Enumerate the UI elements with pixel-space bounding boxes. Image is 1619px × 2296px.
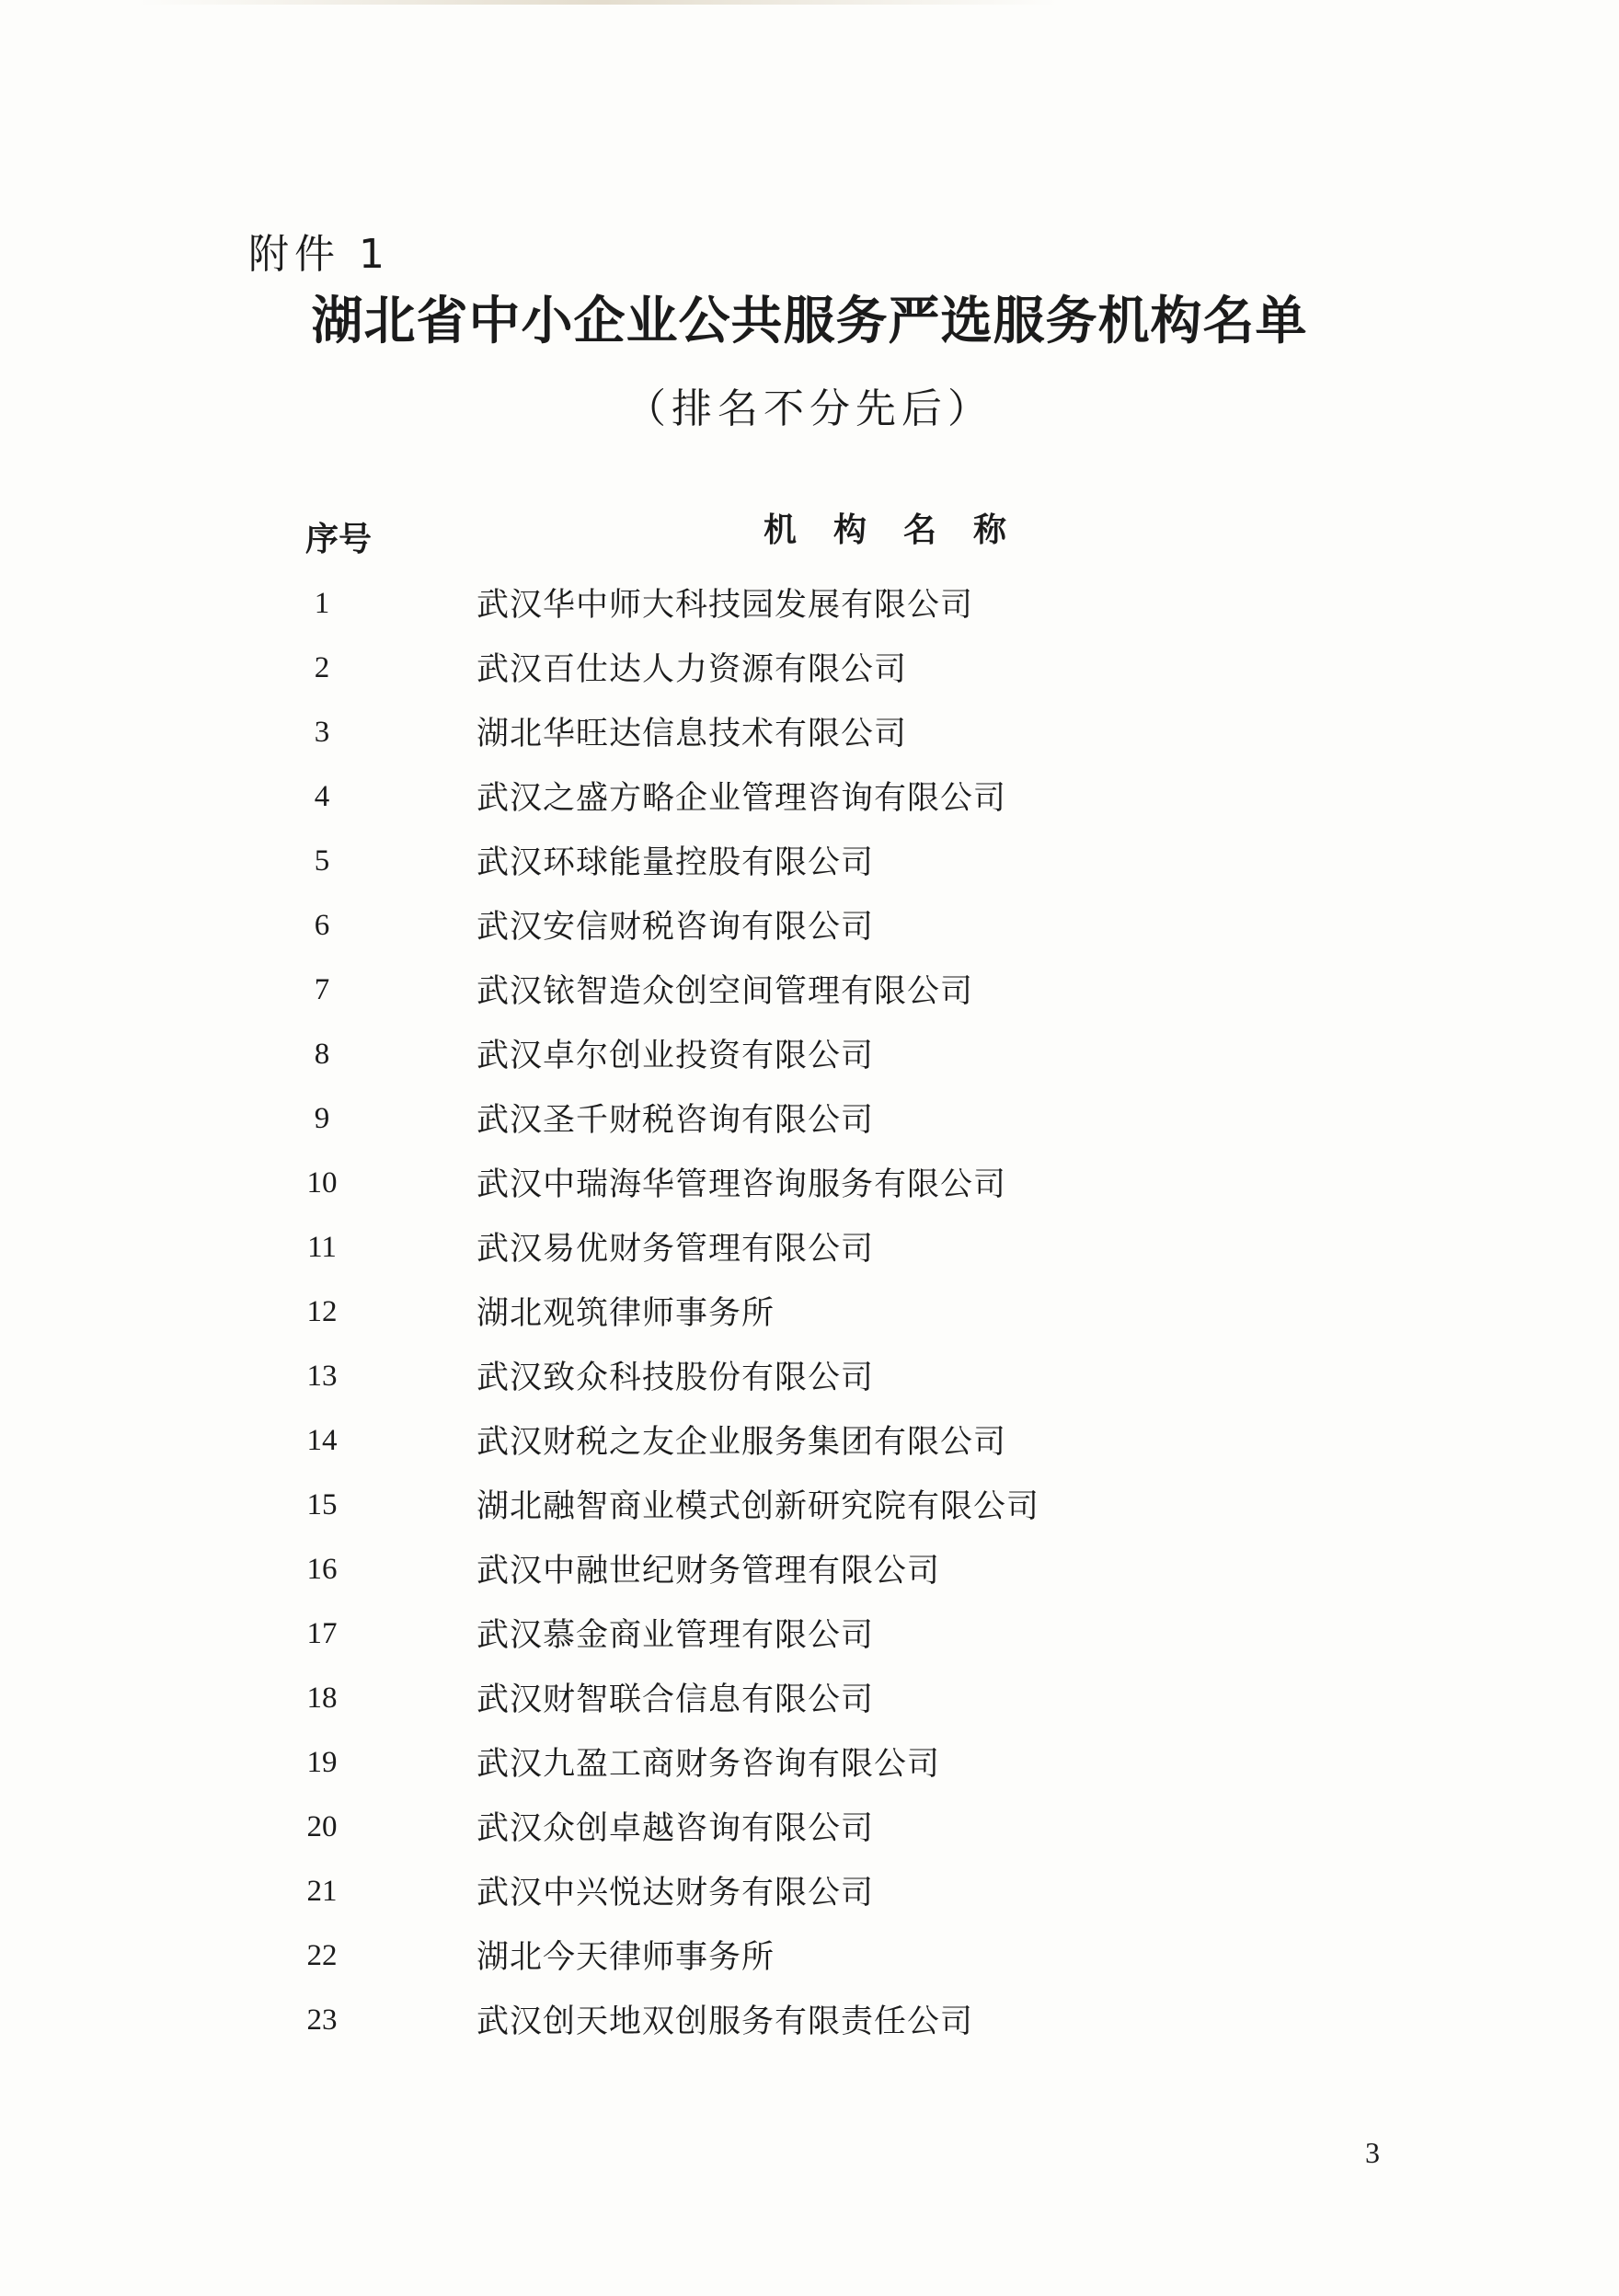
list-item — [0, 644, 1619, 708]
organization-name: 武汉众创卓越咨询有限公司 — [477, 1810, 875, 1847]
row-number: 13 — [306, 1360, 338, 1393]
list-item — [0, 773, 1619, 837]
list-item — [0, 901, 1619, 966]
row-number: 23 — [306, 2003, 338, 2037]
list-item — [0, 1223, 1619, 1288]
column-header-name: 机构名称 — [764, 511, 1044, 549]
organization-name: 湖北今天律师事务所 — [477, 1939, 775, 1976]
list-item — [0, 1095, 1619, 1159]
organization-name: 武汉安信财税咨询有限公司 — [477, 909, 875, 946]
row-number: 8 — [314, 1038, 330, 1071]
list-item — [0, 580, 1619, 644]
row-number: 20 — [306, 1810, 338, 1843]
organization-name: 武汉环球能量控股有限公司 — [477, 844, 875, 881]
list-item — [0, 1932, 1619, 1996]
organization-name: 武汉中融世纪财务管理有限公司 — [477, 1553, 941, 1590]
row-number: 4 — [314, 780, 330, 813]
row-number: 16 — [306, 1553, 338, 1586]
organization-name: 武汉创天地双创服务有限责任公司 — [477, 2003, 974, 2040]
row-number: 2 — [314, 651, 330, 684]
list-item — [0, 1803, 1619, 1867]
list-item — [0, 1610, 1619, 1674]
list-item — [0, 1674, 1619, 1739]
organization-name: 武汉铱智造众创空间管理有限公司 — [477, 973, 974, 1010]
row-number: 12 — [306, 1295, 338, 1328]
organization-name: 武汉华中师大科技园发展有限公司 — [477, 587, 974, 624]
list-item — [0, 966, 1619, 1030]
column-header-number: 序号 — [305, 521, 373, 558]
organization-name: 武汉九盈工商财务咨询有限公司 — [477, 1746, 941, 1783]
list-item — [0, 1739, 1619, 1803]
page-number: 3 — [1365, 2136, 1380, 2169]
row-number: 19 — [306, 1746, 338, 1779]
list-item — [0, 1417, 1619, 1481]
organization-name: 武汉中瑞海华管理咨询服务有限公司 — [477, 1166, 1007, 1203]
row-number: 11 — [307, 1231, 337, 1264]
row-number: 7 — [314, 973, 330, 1006]
row-number: 1 — [314, 587, 330, 620]
list-item — [0, 1030, 1619, 1095]
organization-name: 武汉易优财务管理有限公司 — [477, 1231, 875, 1268]
document-title: 湖北省中小企业公共服务严选服务机构名单 — [311, 292, 1308, 351]
list-item — [0, 708, 1619, 773]
list-item — [0, 1996, 1619, 2061]
document-subtitle: （排名不分先后） — [626, 385, 993, 432]
organization-name: 武汉之盛方略企业管理咨询有限公司 — [477, 780, 1007, 817]
organization-name: 湖北融智商业模式创新研究院有限公司 — [477, 1488, 1040, 1525]
organization-name: 武汉财智联合信息有限公司 — [477, 1682, 875, 1718]
organization-name: 武汉财税之友企业服务集团有限公司 — [477, 1424, 1007, 1461]
organization-name: 湖北华旺达信息技术有限公司 — [477, 716, 908, 752]
row-number: 3 — [314, 716, 330, 749]
list-item — [0, 837, 1619, 901]
scan-edge-mark — [138, 0, 1058, 5]
attachment-label: 附件 1 — [248, 231, 390, 278]
list-item — [0, 1481, 1619, 1545]
row-number: 17 — [306, 1617, 338, 1650]
row-number: 21 — [306, 1875, 338, 1908]
organization-name: 武汉中兴悦达财务有限公司 — [477, 1875, 875, 1911]
list-item — [0, 1867, 1619, 1932]
row-number: 14 — [306, 1424, 338, 1457]
row-number: 22 — [306, 1939, 338, 1972]
row-number: 5 — [314, 844, 330, 878]
row-number: 10 — [306, 1166, 338, 1200]
organization-name: 武汉慕金商业管理有限公司 — [477, 1617, 875, 1654]
organization-name: 武汉圣千财税咨询有限公司 — [477, 1102, 875, 1139]
row-number: 15 — [306, 1488, 338, 1521]
organization-list — [0, 580, 1619, 2061]
list-item — [0, 1159, 1619, 1223]
organization-name: 武汉百仕达人力资源有限公司 — [477, 651, 908, 688]
row-number: 9 — [314, 1102, 330, 1135]
list-item — [0, 1545, 1619, 1610]
list-item — [0, 1288, 1619, 1352]
organization-name: 武汉卓尔创业投资有限公司 — [477, 1038, 875, 1074]
organization-name: 武汉致众科技股份有限公司 — [477, 1360, 875, 1396]
row-number: 18 — [306, 1682, 338, 1715]
list-item — [0, 1352, 1619, 1417]
organization-name: 湖北观筑律师事务所 — [477, 1295, 775, 1332]
row-number: 6 — [314, 909, 330, 942]
